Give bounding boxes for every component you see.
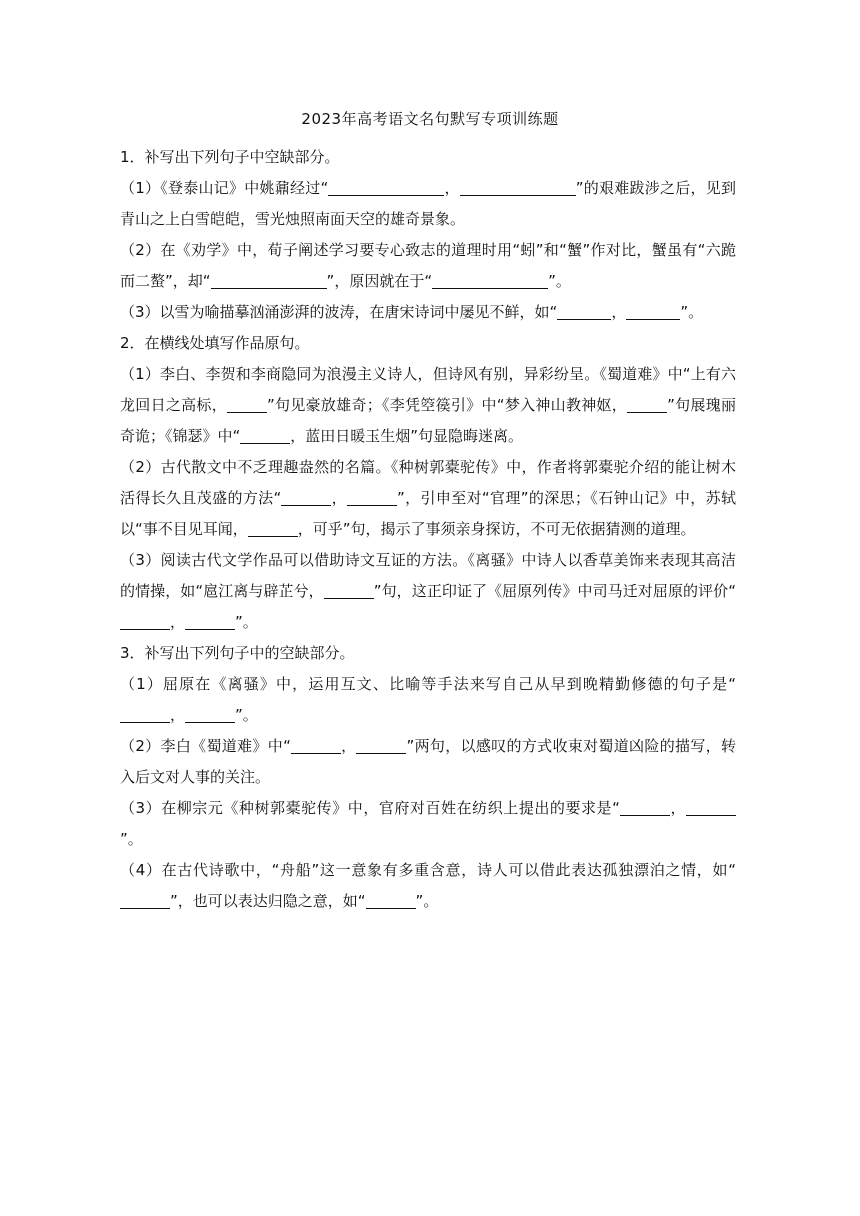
q1-3-text-b: ， xyxy=(611,303,627,321)
q3-4-text-c: ”。 xyxy=(415,892,439,910)
q3-3-text-c: ”。 xyxy=(120,830,143,848)
answer-blank[interactable] xyxy=(291,735,341,754)
q3-1-text-a: （1）屈原在《离骚》中，运用互文、比喻等手法来写自己从早到晚精勤修德的句子是“ xyxy=(120,675,736,693)
q2-2-text-d: ，可乎”句，揭示了事须亲身探访，不可无依据猜测的道理。 xyxy=(297,520,696,538)
q3-4-text-a: （4）在古代诗歌中，“舟船”这一意象有多重含意，诗人可以借此表达孤独漂泊之情，如“ xyxy=(120,861,736,879)
question-1-item-2 xyxy=(120,235,736,297)
q2-3-text-b: ”句，这正印证了《屈原列传》中司马迁对屈原的评价“ xyxy=(373,582,736,600)
question-3-heading: 3．补写出下列句子中的空缺部分。 xyxy=(120,644,355,662)
answer-blank[interactable] xyxy=(120,611,170,630)
answer-blank[interactable] xyxy=(460,177,576,196)
answer-blank[interactable] xyxy=(185,704,235,723)
q2-2-text-b: ， xyxy=(331,489,348,507)
q2-3-text-c: ， xyxy=(170,613,186,631)
answer-blank[interactable] xyxy=(211,270,327,289)
q1-2-text-c: ”。 xyxy=(548,272,571,290)
answer-blank[interactable] xyxy=(686,797,736,816)
question-2-item-2 xyxy=(120,452,736,545)
q3-2-text-c: ”两句，以感叹的方式收束对蜀道凶险的描写，转入后文对人事的关注。 xyxy=(120,737,736,786)
question-2-heading: 2．在横线处填写作品原句。 xyxy=(120,334,310,352)
q1-3-text-c: ”。 xyxy=(680,303,704,321)
q2-1-text-a: （1）李白、李贺和李商隐同为浪漫主义诗人，但诗风有别，异彩纷呈。《蜀道难》中“上有六龙回日之高标， xyxy=(120,365,736,414)
q1-1-text-a: （1）《登泰山记》中姚鼐经过“ xyxy=(120,179,329,197)
answer-blank[interactable] xyxy=(627,394,667,413)
question-3-item-3 xyxy=(120,793,736,855)
q2-1-text-c: ”句展瑰丽奇诡；《锦瑟》中“ xyxy=(120,396,736,445)
answer-blank[interactable] xyxy=(328,177,444,196)
q1-2-text-b: ”，原因就在于“ xyxy=(326,272,433,290)
answer-blank[interactable] xyxy=(248,518,298,537)
document-body xyxy=(120,142,736,917)
q3-2-text-b: ， xyxy=(340,737,357,755)
q2-1-text-d: ，蓝田日暖玉生烟”句显隐晦迷离。 xyxy=(290,427,524,445)
question-1-item-1 xyxy=(120,173,736,235)
document-title: 2023年高考语文名句默写专项训练题 xyxy=(301,110,559,128)
q1-2-text-a: （2）在《劝学》中，荀子阐述学习要专心致志的道理时用“蚓”和“蟹”作对比，蟹虽有“六跪而二螯”，却“ xyxy=(120,241,736,290)
answer-blank[interactable] xyxy=(240,425,290,444)
answer-blank[interactable] xyxy=(120,890,170,909)
q3-3-text-a: （3）在柳宗元《种树郭橐驼传》中，官府对百姓在纺织上提出的要求是“ xyxy=(120,799,620,817)
q2-3-text-a: （3）阅读古代文学作品可以借助诗文互证的方法。《离骚》中诗人以香草美饰来表现其高洁的情操，如“扈江离与辟芷兮， xyxy=(120,551,736,600)
q1-1-text-c: ”的艰难跋涉之后，见到青山之上白雪皑皑，雪光烛照南面天空的雄奇景象。 xyxy=(120,179,736,228)
q3-4-text-b: ”，也可以表达归隐之意，如“ xyxy=(170,892,366,910)
answer-blank[interactable] xyxy=(366,890,416,909)
q2-1-text-b: ”句见豪放雄奇；《李凭箜篌引》中“梦入神山教神妪， xyxy=(266,396,628,414)
q3-2-text-a: （2）李白《蜀道难》中“ xyxy=(120,737,291,755)
q2-2-text-a: （2）古代散文中不乏理趣盎然的名篇。《种树郭橐驼传》中，作者将郭橐驼介绍的能让树木活得长久且茂盛的方法“ xyxy=(120,458,736,507)
answer-blank[interactable] xyxy=(120,704,170,723)
q1-3-text-a: （3）以雪为喻描摹汹涌澎湃的波涛，在唐宋诗词中屡见不鲜，如“ xyxy=(120,303,558,321)
answer-blank[interactable] xyxy=(185,611,235,630)
question-3-item-4 xyxy=(120,855,736,917)
answer-blank[interactable] xyxy=(432,270,548,289)
question-2-item-3 xyxy=(120,545,736,638)
q3-1-text-c: ”。 xyxy=(235,706,258,724)
question-1-item-3 xyxy=(120,297,736,328)
answer-blank[interactable] xyxy=(281,487,331,506)
answer-blank[interactable] xyxy=(626,301,680,320)
q3-1-text-b: ， xyxy=(170,706,186,724)
question-3-item-1 xyxy=(120,669,736,731)
answer-blank[interactable] xyxy=(620,797,670,816)
question-1-heading: 1．补写出下列句子中空缺部分。 xyxy=(120,148,340,166)
q1-1-text-b: ， xyxy=(444,179,460,197)
q2-2-text-c: ”，引申至对“官理”的深思；《石钟山记》中，苏轼以“事不目见耳闻， xyxy=(120,489,736,538)
answer-blank[interactable] xyxy=(356,735,406,754)
q3-3-text-b: ， xyxy=(669,799,686,817)
answer-blank[interactable] xyxy=(347,487,397,506)
answer-blank[interactable] xyxy=(324,580,374,599)
answer-blank[interactable] xyxy=(557,301,611,320)
question-3-item-2 xyxy=(120,731,736,793)
answer-blank[interactable] xyxy=(227,394,267,413)
q2-3-text-d: ”。 xyxy=(235,613,258,631)
question-2-item-1 xyxy=(120,359,736,452)
